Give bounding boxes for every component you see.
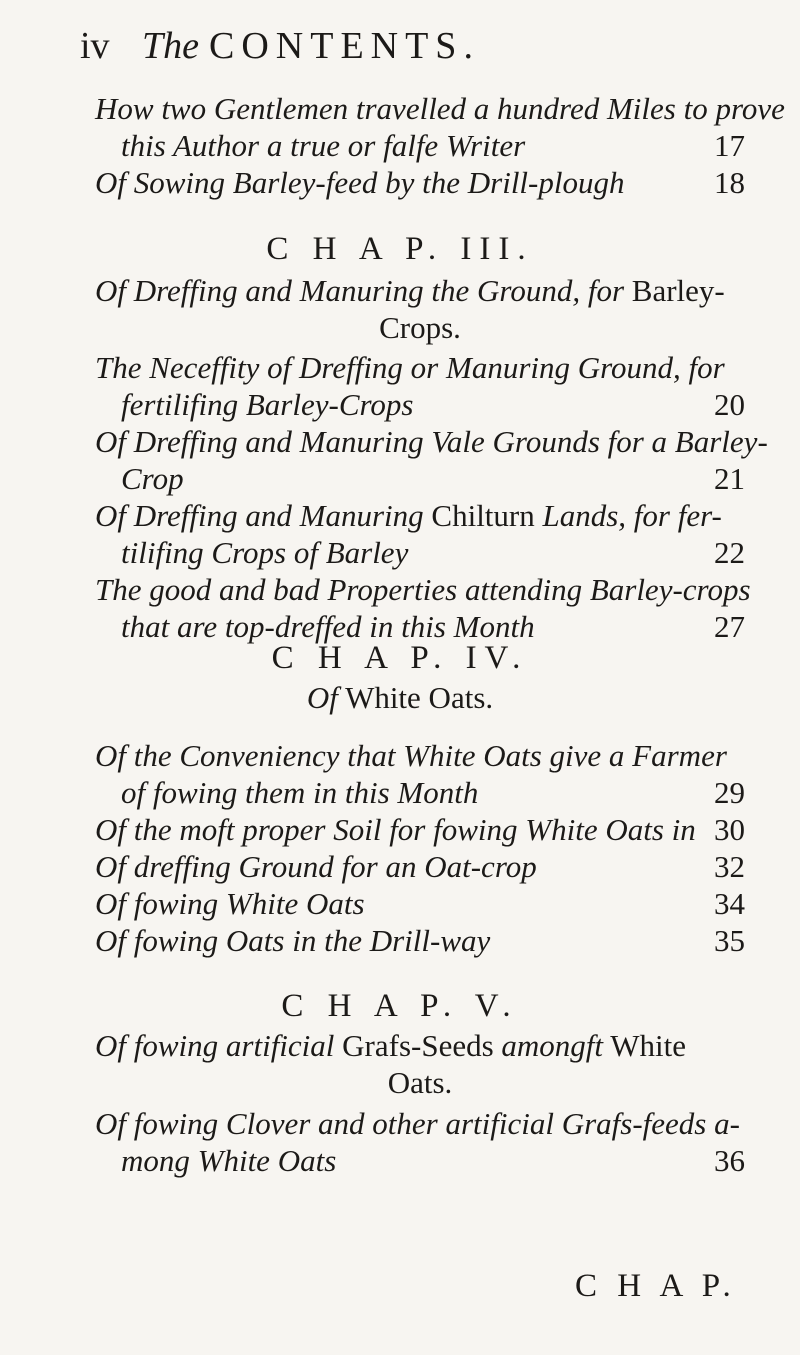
page-ref: 32 (714, 849, 745, 884)
entry-line: Of Dreffing and Manuring Vale Grounds for a Barley- (95, 424, 768, 459)
entry-line: Of the moft proper Soil for fowing White Oats in (95, 812, 696, 847)
entry-line: The good and bad Properties attending Barley-crops (95, 572, 751, 607)
page-ref: 36 (714, 1143, 745, 1178)
chapter-subtitle (95, 1027, 745, 1101)
toc-entry (95, 848, 745, 885)
entry-line: fertilifing Barley-Crops (121, 387, 414, 422)
subtitle-line: Crops. (379, 310, 461, 345)
entry-place-name: Chilturn (431, 498, 535, 533)
entry-part: Lands, for fer- (542, 498, 722, 533)
running-header (80, 22, 480, 70)
header-contents: CONTENTS. (209, 25, 480, 67)
header-the: The (142, 25, 199, 67)
subtitle-for: for (587, 273, 625, 308)
page-ref: 34 (714, 886, 745, 921)
chapter-heading: C H A P. V. (281, 988, 519, 1024)
entry-line: tilifing Crops of Barley (121, 535, 409, 570)
entry-line: The Neceffity of Dreffing or Manuring Ground, for (95, 350, 725, 385)
chapter-subtitle (95, 272, 745, 346)
entry-line: Of Sowing Barley-feed by the Drill-plough (95, 165, 625, 200)
toc-entry (95, 571, 751, 645)
toc-entry (95, 349, 745, 423)
chapter-heading: C H A P. III. (266, 231, 534, 267)
entry-line: of fowing them in this Month (121, 775, 479, 810)
entry-line: How two Gentlemen travelled a hundred Miles to prove (95, 91, 785, 126)
toc-entry (95, 1105, 745, 1179)
toc-entry (95, 922, 745, 959)
page-ref: 20 (714, 387, 745, 422)
entry-line: Of the Conveniency that White Oats give a Farmer (95, 738, 727, 773)
subtitle-part: Grafs-Seeds (342, 1028, 494, 1063)
entry-line: this Author a true or falfe Writer (121, 128, 526, 163)
page-ref: 30 (714, 812, 745, 847)
subtitle-part: Barley- (631, 273, 725, 308)
toc-entry (95, 90, 785, 164)
entry-line: Of dreffing Ground for an Oat-crop (95, 849, 537, 884)
subtitle-line: Oats. (387, 1065, 453, 1100)
entry-line: Of fowing Clover and other artificial Grafs-feeds a- (95, 1106, 740, 1141)
toc-entry (95, 737, 745, 811)
toc-entry (95, 497, 745, 571)
subtitle-part: Dreffing and Manuring the Ground, (133, 273, 581, 308)
toc-entry (95, 885, 745, 922)
subtitle-part: amongft (501, 1028, 604, 1063)
entry-line: mong White Oats (121, 1143, 337, 1178)
entry-line: Of fowing Oats in the Drill-way (95, 923, 491, 958)
subtitle-part: White (610, 1028, 686, 1063)
toc-entry (95, 811, 745, 848)
entry-line: that are top-dreffed in this Month (121, 609, 535, 644)
toc-entry (95, 164, 745, 201)
page-ref: 27 (714, 609, 745, 644)
page-ref: 21 (714, 461, 745, 496)
catchword: C H A P. (575, 1268, 737, 1304)
page-ref: 35 (714, 923, 745, 958)
page-number: iv (80, 25, 110, 67)
page-ref: 18 (714, 165, 745, 200)
chapter-subtitle (0, 679, 800, 716)
subtitle-part: White Oats. (345, 680, 494, 715)
entry-line: Of fowing White Oats (95, 886, 365, 921)
page-ref: 29 (714, 775, 745, 810)
page-ref: 17 (714, 128, 745, 163)
subtitle-of: Of (95, 273, 126, 308)
page-ref: 22 (714, 535, 745, 570)
subtitle-part: fowing artificial (133, 1028, 335, 1063)
toc-entry (95, 423, 768, 497)
subtitle-of: Of (306, 680, 338, 715)
entry-line: Crop (121, 461, 184, 496)
chapter-heading: C H A P. IV. (271, 640, 529, 676)
entry-part: Of Dreffing and Manuring (95, 498, 424, 533)
subtitle-of: Of (95, 1028, 126, 1063)
